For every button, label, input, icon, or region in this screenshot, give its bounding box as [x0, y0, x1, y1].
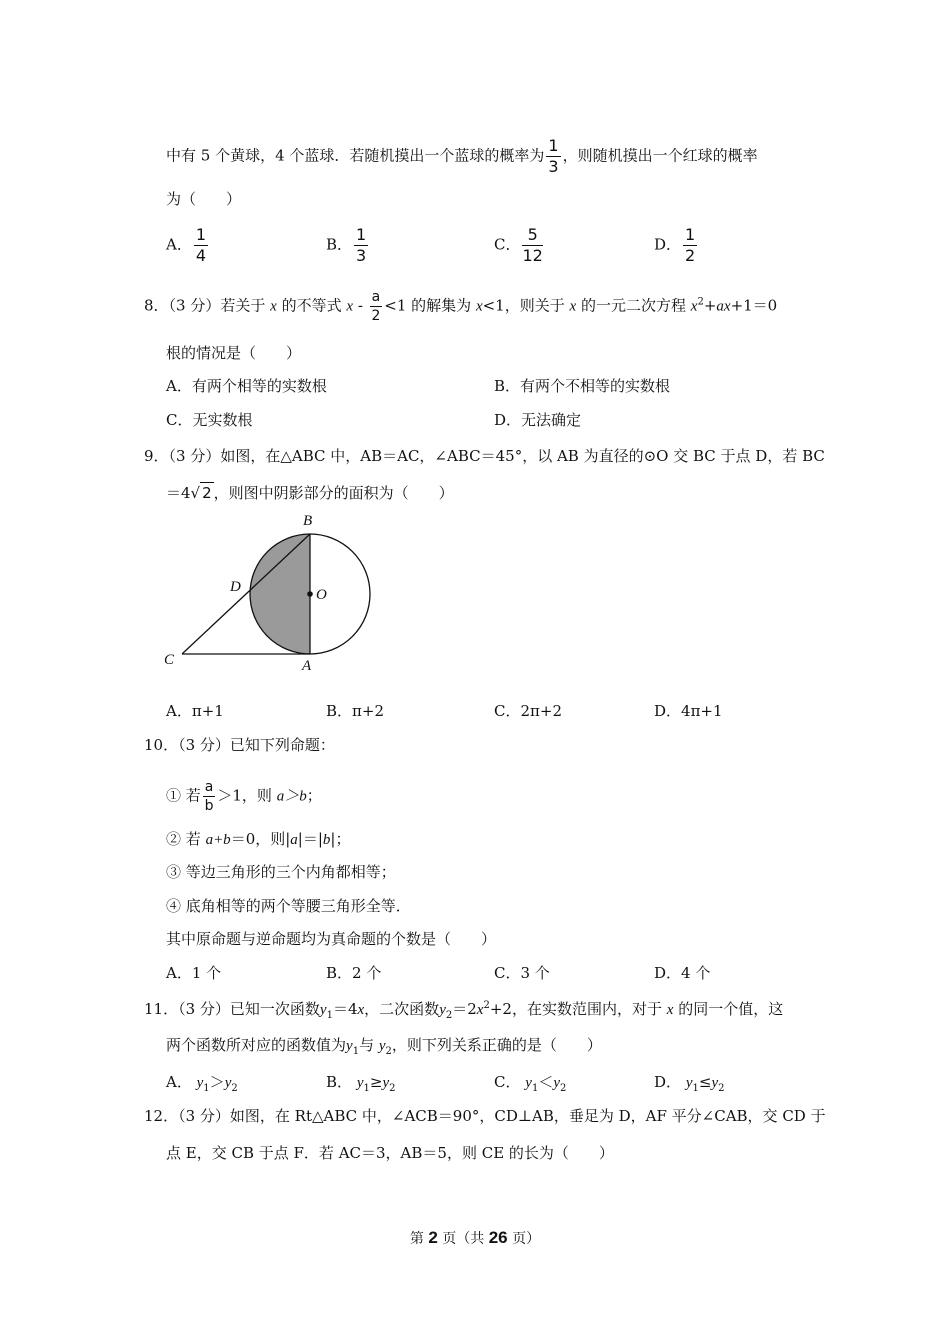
q10-prop4: ④ 底角相等的两个等腰三角形全等．: [166, 897, 411, 915]
q10-option-c: C．3 个: [494, 964, 550, 982]
q11-text: ，二次函数: [364, 1000, 440, 1018]
q11-text: 的同一个值，这: [678, 1000, 784, 1018]
exponent: 2: [483, 1000, 490, 1011]
q9-line2: [166, 482, 454, 503]
var-y: y: [346, 1038, 353, 1054]
q9-option-a: A．π+1: [166, 702, 224, 720]
q7-option-a: [166, 227, 210, 264]
frac-denominator: 3: [356, 246, 367, 265]
option-label: C．: [494, 1073, 521, 1091]
var-y: y: [378, 1038, 386, 1054]
var-y: y: [382, 1075, 390, 1091]
q10-text: ＞1，则: [217, 786, 272, 805]
q8-line2: 根的情况是（ ）: [166, 344, 302, 362]
var-y: y: [711, 1075, 719, 1091]
q8-text: <1 的解集为: [384, 296, 472, 315]
q11-text: 11．（3 分）已知一次函数: [144, 1000, 320, 1018]
label-c: C: [164, 652, 175, 668]
option-label: A．: [166, 235, 192, 254]
var-y: y: [439, 1002, 446, 1018]
q8-text: +1＝0: [730, 296, 778, 315]
subscript: 2: [445, 1010, 453, 1021]
frac-denominator: 4: [195, 246, 207, 265]
q8-text: <1，则关于: [482, 296, 565, 315]
q9-option-b: B．π+2: [326, 702, 384, 720]
q8-option-d: D．无法确定: [494, 411, 582, 429]
q10-prop1: [166, 780, 322, 813]
var-y: y: [685, 1075, 693, 1091]
subscript: 1: [692, 1083, 699, 1094]
option-fraction: [683, 227, 697, 264]
q11-option-c: [494, 1072, 566, 1093]
q10-text: ② 若: [166, 830, 201, 848]
q8-text: 的一元二次方程: [580, 296, 686, 315]
subscript: 2: [389, 1083, 396, 1094]
subscript: 1: [531, 1083, 539, 1094]
label-b: B: [303, 513, 313, 529]
subscript: 2: [718, 1083, 725, 1094]
frac-denominator: 2: [371, 308, 381, 324]
plus-sign: +: [703, 296, 717, 315]
q11-text: ＝2: [452, 1000, 477, 1018]
exponent: 2: [697, 296, 704, 308]
q7-line2: 为（ ）: [166, 190, 242, 208]
q11-line1: [144, 999, 783, 1020]
subscript: 1: [203, 1083, 210, 1094]
subscript: 1: [363, 1083, 370, 1094]
var-x: x: [666, 1002, 674, 1018]
option-label: B．: [326, 1073, 353, 1091]
q10-math: a＞b: [276, 788, 307, 805]
frac-numerator: a: [204, 779, 214, 795]
option-fraction: [354, 227, 368, 264]
var-x: x: [569, 298, 577, 315]
q11-option-a: [166, 1072, 238, 1093]
var-y: y: [224, 1075, 232, 1091]
sqrt-sign: √: [190, 484, 201, 502]
var-y: y: [319, 1002, 327, 1018]
frac-denominator: b: [204, 798, 214, 814]
frac-numerator: 1: [685, 225, 696, 244]
q10-option-a: A．1 个: [166, 964, 222, 982]
page-number: 2: [428, 1228, 438, 1247]
label-o: O: [316, 587, 327, 603]
q10-text: ＝0，则|: [230, 830, 291, 848]
q10-math: a+b: [205, 832, 231, 848]
label-a: A: [302, 658, 312, 674]
footer-text: 第: [409, 1231, 429, 1247]
var-b: b: [322, 832, 331, 848]
q11-text: ＝4: [332, 1000, 358, 1018]
option-fraction: [522, 227, 542, 264]
var-x: x: [270, 298, 277, 315]
q8-option-c: C．无实数根: [166, 411, 253, 429]
minus-sign: -: [353, 296, 368, 315]
q9-figure: [158, 506, 378, 676]
frac-denominator: 12: [522, 246, 543, 265]
q12-line2: 点 E，交 CB 于点 F．若 AC＝3，AB＝5，则 CE 的长为（ ）: [166, 1144, 614, 1162]
q11-option-b: [326, 1072, 395, 1093]
q12-line1: 12．（3 分）如图，在 Rt△ABC 中，∠ACB＝90°，CD⊥AB，垂足为 D，AF 平分∠CAB，交 CD 于: [144, 1107, 826, 1125]
q11-text: +2，在实数范围内，对于: [489, 1000, 662, 1018]
subscript: 2: [231, 1083, 238, 1094]
q7-option-b: [326, 227, 370, 264]
frac-denominator: 2: [685, 246, 696, 265]
q8-option-a: A．有两个相等的实数根: [166, 377, 327, 395]
var-y: y: [525, 1075, 532, 1091]
option-label: C．: [494, 235, 521, 254]
relation: ≤: [698, 1073, 712, 1091]
var-x: x: [476, 1002, 484, 1018]
frac-numerator: 5: [522, 227, 542, 246]
option-label: D．: [654, 1073, 682, 1091]
footer-text: 页（共: [437, 1231, 489, 1247]
option-label: D．: [654, 235, 682, 254]
frac-numerator: 1: [548, 136, 559, 155]
q11-text: ，则下列关系正确的是（ ）: [391, 1036, 602, 1054]
var-y: y: [196, 1075, 204, 1091]
var-a: a: [290, 832, 298, 848]
var-x: x: [357, 1002, 365, 1018]
q9-text: ＝4: [166, 484, 191, 502]
q8-text: 的不等式: [281, 296, 342, 315]
q10-text: ① 若: [166, 786, 201, 805]
q11-text: 与: [359, 1036, 375, 1054]
frac-numerator: a: [371, 289, 381, 305]
relation: ＜: [538, 1073, 554, 1091]
frac-numerator: 1: [356, 225, 367, 244]
frac-denominator: 3: [548, 157, 559, 176]
q7-text-b: ，则随机摸出一个红球的概率: [562, 146, 758, 165]
q7-fraction: [546, 138, 560, 175]
var-ax: ax: [716, 298, 731, 315]
sqrt-radicand: 2: [202, 484, 212, 502]
var-x: x: [475, 298, 483, 315]
frac-numerator: 1: [195, 225, 207, 244]
option-fraction: [194, 227, 208, 264]
q10-option-b: B．2 个: [326, 964, 382, 982]
q8-fraction: [370, 290, 383, 323]
q11-line2: [166, 1035, 602, 1056]
q10-text: |＝|: [297, 830, 323, 848]
label-d: D: [230, 579, 241, 595]
q8-number: 8．（3 分）若关于: [144, 296, 266, 315]
footer-text: 页）: [507, 1231, 541, 1247]
q9-text: ，则图中阴影部分的面积为（ ）: [213, 484, 454, 502]
relation: ≥: [369, 1073, 383, 1091]
q10-text: |；: [330, 830, 351, 848]
q11-text: 两个函数所对应的函数值为: [166, 1036, 347, 1054]
subscript: 2: [560, 1083, 567, 1094]
option-label: B．: [326, 235, 353, 254]
q8-option-b: B．有两个不相等的实数根: [494, 377, 671, 395]
q10-ask: 其中原命题与逆命题均为真命题的个数是（ ）: [166, 930, 497, 948]
q10-head: 10．（3 分）已知下列命题：: [144, 736, 335, 754]
var-x: x: [690, 298, 698, 315]
q8-line1: [144, 290, 777, 323]
q9-option-d: D．4π+1: [654, 702, 723, 720]
subscript: 1: [326, 1010, 333, 1021]
page-footer: [0, 1228, 950, 1248]
total-pages: 26: [488, 1228, 508, 1247]
q7-line1: [166, 138, 758, 175]
q10-fraction: [203, 780, 216, 813]
var-y: y: [553, 1075, 560, 1091]
q10-prop2: [166, 829, 350, 850]
q9-line1: 9．（3 分）如图，在△ABC 中，AB＝AC，∠ABC＝45°，以 AB 为直径的⊙O 交 BC 于点 D，若 BC: [144, 447, 825, 465]
subscript: 1: [352, 1046, 360, 1057]
option-label: A．: [166, 1073, 192, 1091]
q10-text: ；: [306, 786, 322, 805]
center-point: [307, 591, 313, 597]
var-x: x: [346, 298, 354, 315]
q11-option-d: [654, 1072, 724, 1093]
var-y: y: [356, 1075, 364, 1091]
q10-option-d: D．4 个: [654, 964, 711, 982]
relation: ＞: [209, 1073, 225, 1091]
q10-prop3: ③ 等边三角形的三个内角都相等；: [166, 863, 396, 881]
q7-option-c: [494, 227, 545, 264]
q7-text-a: 中有 5 个黄球，4 个蓝球．若随机摸出一个蓝球的概率为: [166, 146, 545, 165]
q7-option-d: [654, 227, 699, 264]
subscript: 2: [385, 1046, 392, 1057]
q9-option-c: C．2π+2: [494, 702, 562, 720]
